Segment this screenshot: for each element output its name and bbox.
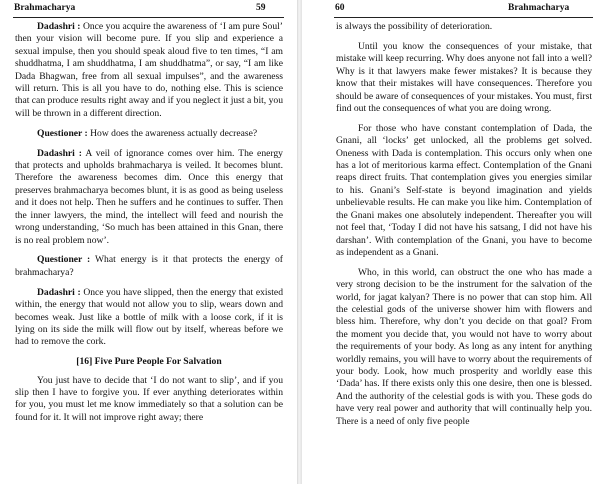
speaker-label: Dadashri :	[37, 286, 81, 298]
paragraph	[15, 21, 283, 120]
paragraph: For those who have constant contemplation of Dada, the Gnani, all ‘locks’ get unlocked, all the problems get solved. Oneness with Dada is contemplation. This occurs only when one has a lot of meritorious karma effect. Contemplation of the Gnani reaps direct fruits. That contemplation gives you energies similar to his. Gnani’s Self-state is beyond imagination and yields unbelievable results. He can make you like him. Contemplation of the Gnani makes one absolutely independent. Thereafter you will not feel that, ‘Today I did not have his satsang, I did not have his darshan’. With contemplation of the Gnani, you have to become as independent as a Gnani.	[336, 122, 592, 258]
question	[15, 254, 283, 279]
paragraph	[15, 287, 283, 349]
paragraph-text: Once you have slipped, then the energy that existed within, the energy that would not allow you to slip, wears down and becomes weak. Just like a bottle of milk with a loose cork, if it is lying on its side the milk will flow out by itself, whereas before we had to remove the cork.	[15, 286, 283, 348]
paragraph-text: Once you acquire the awareness of ‘I am pure Soul’ then your vision will become pure. If you slip and experience a sexual impulse, then you should speak aloud five to ten times, “I am shuddhatma, I am shuddhatma, I am shuddhatma”, or say, “I am like Dada Bhagwan, free from all sexual impulses”, and the awareness will return. This is all you have to do, nothing else. This is science that can produce results right away and if you neglect it just a bit, you will be thrown in a different direction.	[15, 21, 283, 119]
page-body	[15, 21, 283, 432]
paragraph	[15, 148, 283, 247]
page-body	[336, 21, 592, 436]
speaker-label: Questioner :	[37, 254, 91, 266]
question-text: How does the awareness actually decrease?	[87, 127, 258, 139]
speaker-label: Dadashri :	[37, 21, 81, 32]
paragraph-text: A veil of ignorance comes over him. The energy that protects and upholds brahmacharya is veiled. It becomes blunt. Therefore the awareness becomes dim. Once this energy that preserves brahmacharya becomes blunt, it is as good as being useless and it does not help. Then he suffers and he continues to suffer. Then the inner lawyers, the mind, the intellect will feed and nourish the wrong understanding, ‘So much has been attained in this Gnan, there is no real problem now’.	[15, 147, 283, 246]
running-header-title: Brahmacharya	[508, 3, 570, 13]
header-rule	[334, 17, 593, 18]
speaker-label: Dadashri :	[37, 147, 82, 159]
header-rule	[13, 17, 284, 18]
running-header-title: Brahmacharya	[14, 3, 76, 13]
paragraph: You just have to decide that ‘I do not want to slip’, and if you slip then I have to forgive you. If ever anything deteriorates within for you, you must let me know immediately so that a solution can be found for it. It will not improve right away; there	[15, 374, 283, 423]
paragraph: Until you know the consequences of your mistake, that mistake will keep recurring. Why does anyone not fall into a well? Why is it that lawyers make fewer mistakes? It is because they know that their mistakes will have consequences. Therefore you should be aware of consequences of your mistakes. You must, first find out the consequences of what you are doing wrong.	[336, 40, 592, 114]
left-page	[0, 0, 298, 484]
page-number: 60	[335, 3, 345, 13]
speaker-label: Questioner :	[37, 127, 88, 139]
section-heading: [16] Five Pure People For Salvation	[76, 356, 222, 368]
question	[15, 128, 283, 140]
paragraph: is always the possibility of deterioration.	[336, 21, 493, 32]
right-page	[300, 0, 599, 484]
page-number: 59	[256, 3, 266, 13]
question-text: What energy is it that protects the energy of brahmacharya?	[15, 254, 284, 278]
paragraph: Who, in this world, can obstruct the one who has made a very strong decision to be the instrument for the salvation of the world, for jagat kalyan? There is no power that can stop him. All the celestial gods of the universe shower him with flowers and bless him. Therefore, why don’t you decide on that goal? From the moment you decide that, you would not have to worry about the requirements of your body. As long as any intent for anything worldly remains, you will have to worry about the requirements of your body. Look, how much prosperity and worldly ease this ‘Dada’ has. If there exists only this one desire, then one is blessed. And the authority of the celestial gods is with you. These gods do have very real power and authority that will continually help you. There is a need of only five people	[336, 266, 592, 427]
